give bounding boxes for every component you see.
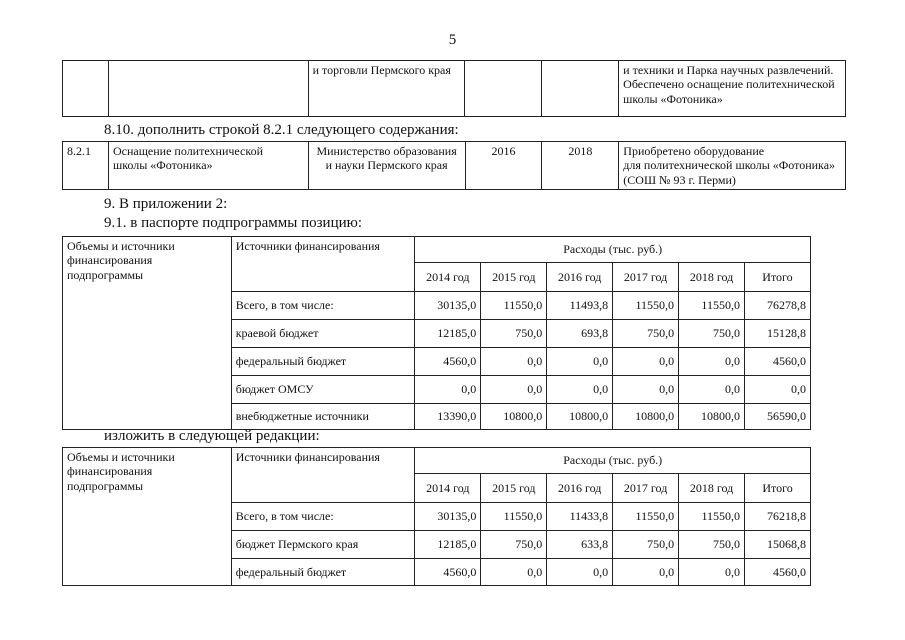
year-header: 2014 год xyxy=(415,263,481,292)
para-new-edition: изложить в следующей редакции: xyxy=(104,428,320,444)
table-cell: 750,0 xyxy=(679,531,745,559)
table-cell: 0,0 xyxy=(679,559,745,586)
table-cell: 4560,0 xyxy=(744,348,810,376)
table-cell: 11433,8 xyxy=(547,503,613,531)
table-cell: 11493,8 xyxy=(547,292,613,320)
para-8-10: 8.10. дополнить строкой 8.2.1 следующего содержания: xyxy=(104,122,459,138)
table-cell: 12185,0 xyxy=(415,531,481,559)
table-cell: 0,0 xyxy=(481,348,547,376)
year-header: 2017 год xyxy=(613,474,679,503)
row-name-line: Оснащение политехнической xyxy=(112,144,263,158)
top-cell-responsible: и торговли Пермского края xyxy=(308,61,465,117)
table-cell: 633,8 xyxy=(547,531,613,559)
table-cell: 0,0 xyxy=(547,376,613,404)
row-start-year: 2016 xyxy=(465,142,542,190)
financing-table-new xyxy=(62,447,811,586)
top-cell-result xyxy=(619,61,846,117)
year-header: 2018 год xyxy=(679,474,745,503)
table-cell: 750,0 xyxy=(613,531,679,559)
year-header: 2016 год xyxy=(547,474,613,503)
table-cell: 4560,0 xyxy=(745,559,811,586)
para-9: 9. В приложении 2: xyxy=(104,196,228,212)
row-ministry-line: и науки Пермского края xyxy=(325,158,448,173)
year-header: 2016 год xyxy=(547,263,613,292)
table-cell: 11550,0 xyxy=(679,503,745,531)
left-label-line: финансирования xyxy=(67,253,153,268)
sources-header: Источники финансирования xyxy=(231,448,415,503)
table-cell: 0,0 xyxy=(744,376,810,404)
financing-table-old xyxy=(62,236,811,430)
table-cell: 693,8 xyxy=(547,320,613,348)
table-cell: 76278,8 xyxy=(744,292,810,320)
expenses-header: Расходы (тыс. руб.) xyxy=(415,237,811,263)
table-cell: 10800,0 xyxy=(481,404,547,430)
row-name xyxy=(108,142,308,190)
table-cell: 750,0 xyxy=(613,320,679,348)
table-cell: 0,0 xyxy=(679,348,745,376)
row-result-line: (СОШ № 93 г. Перми) xyxy=(623,172,736,187)
source-label: бюджет ОМСУ xyxy=(231,376,415,404)
year-header: 2015 год xyxy=(481,474,547,503)
left-label-line: подпрограммы xyxy=(67,267,144,282)
table-cell: 56590,0 xyxy=(744,404,810,430)
source-label: федеральный бюджет xyxy=(231,559,415,586)
table-cell: 13390,0 xyxy=(415,404,481,430)
source-label: краевой бюджет xyxy=(231,320,415,348)
row-end-year: 2018 xyxy=(542,142,619,190)
source-label: бюджет Пермского края xyxy=(231,531,415,559)
table-cell: 10800,0 xyxy=(679,404,745,430)
page-number: 5 xyxy=(448,32,457,48)
top-cell-num xyxy=(63,61,109,117)
table-cell: 11550,0 xyxy=(481,503,547,531)
table-cell: 0,0 xyxy=(679,376,745,404)
table-cell: 0,0 xyxy=(415,376,481,404)
row-num: 8.2.1 xyxy=(63,142,109,190)
table-cell: 12185,0 xyxy=(415,320,481,348)
table-cell: 10800,0 xyxy=(547,404,613,430)
table-cell: 11550,0 xyxy=(613,503,679,531)
table-cell: 11550,0 xyxy=(679,292,745,320)
table-cell: 0,0 xyxy=(613,348,679,376)
table-cell: 0,0 xyxy=(481,559,547,586)
row-result-line: для политехнической школы «Фотоника» xyxy=(623,158,836,173)
sources-header: Источники финансирования xyxy=(231,237,415,292)
table-cell: 11550,0 xyxy=(613,292,679,320)
table-cell: 15128,8 xyxy=(744,320,810,348)
left-label-line: Объемы и источники xyxy=(67,450,175,464)
source-label: внебюджетные источники xyxy=(231,404,415,430)
source-label: федеральный бюджет xyxy=(231,348,415,376)
top-cell-end xyxy=(542,61,619,117)
table-cell: 11550,0 xyxy=(481,292,547,320)
expenses-header: Расходы (тыс. руб.) xyxy=(415,448,811,474)
year-header: 2015 год xyxy=(481,263,547,292)
row-result xyxy=(619,142,846,190)
total-header: Итого xyxy=(744,263,810,292)
table-cell: 4560,0 xyxy=(415,348,481,376)
top-cell-name xyxy=(108,61,308,117)
top-table xyxy=(62,60,846,117)
table-cell: 0,0 xyxy=(547,559,613,586)
total-header: Итого xyxy=(745,474,811,503)
table-cell: 4560,0 xyxy=(415,559,481,586)
result-line: Обеспечено оснащение политехнической xyxy=(623,77,835,92)
source-label: Всего, в том числе: xyxy=(231,292,415,320)
table-cell: 0,0 xyxy=(613,559,679,586)
para-9-1: 9.1. в паспорте подпрограммы позицию: xyxy=(104,215,363,231)
table-cell: 0,0 xyxy=(613,376,679,404)
row-result-line: Приобретено оборудование xyxy=(623,144,765,158)
year-header: 2017 год xyxy=(613,263,679,292)
table-cell: 15068,8 xyxy=(745,531,811,559)
row-name-line: школы «Фотоника» xyxy=(112,158,213,173)
year-header: 2014 год xyxy=(415,474,481,503)
table-cell: 10800,0 xyxy=(613,404,679,430)
year-header: 2018 год xyxy=(679,263,745,292)
top-cell-start xyxy=(465,61,542,117)
subprogram-volumes-cell xyxy=(63,237,232,430)
table-cell: 0,0 xyxy=(547,348,613,376)
source-label: Всего, в том числе: xyxy=(231,503,415,531)
row-ministry xyxy=(308,142,465,190)
table-cell: 750,0 xyxy=(481,531,547,559)
left-label-line: подпрограммы xyxy=(67,478,144,493)
result-line: и техники и Парка научных развлечений. xyxy=(623,63,834,77)
table-cell: 750,0 xyxy=(481,320,547,348)
table-cell: 750,0 xyxy=(679,320,745,348)
result-line: школы «Фотоника» xyxy=(623,91,723,106)
subprogram-volumes-cell xyxy=(63,448,232,586)
table-cell: 0,0 xyxy=(481,376,547,404)
table-cell: 30135,0 xyxy=(415,292,481,320)
left-label-line: финансирования xyxy=(67,464,153,479)
row-ministry-line: Министерство образования xyxy=(316,144,457,158)
table-cell: 30135,0 xyxy=(415,503,481,531)
left-label-line: Объемы и источники xyxy=(67,239,175,253)
row-8-2-1-table xyxy=(62,141,846,190)
table-cell: 76218,8 xyxy=(745,503,811,531)
